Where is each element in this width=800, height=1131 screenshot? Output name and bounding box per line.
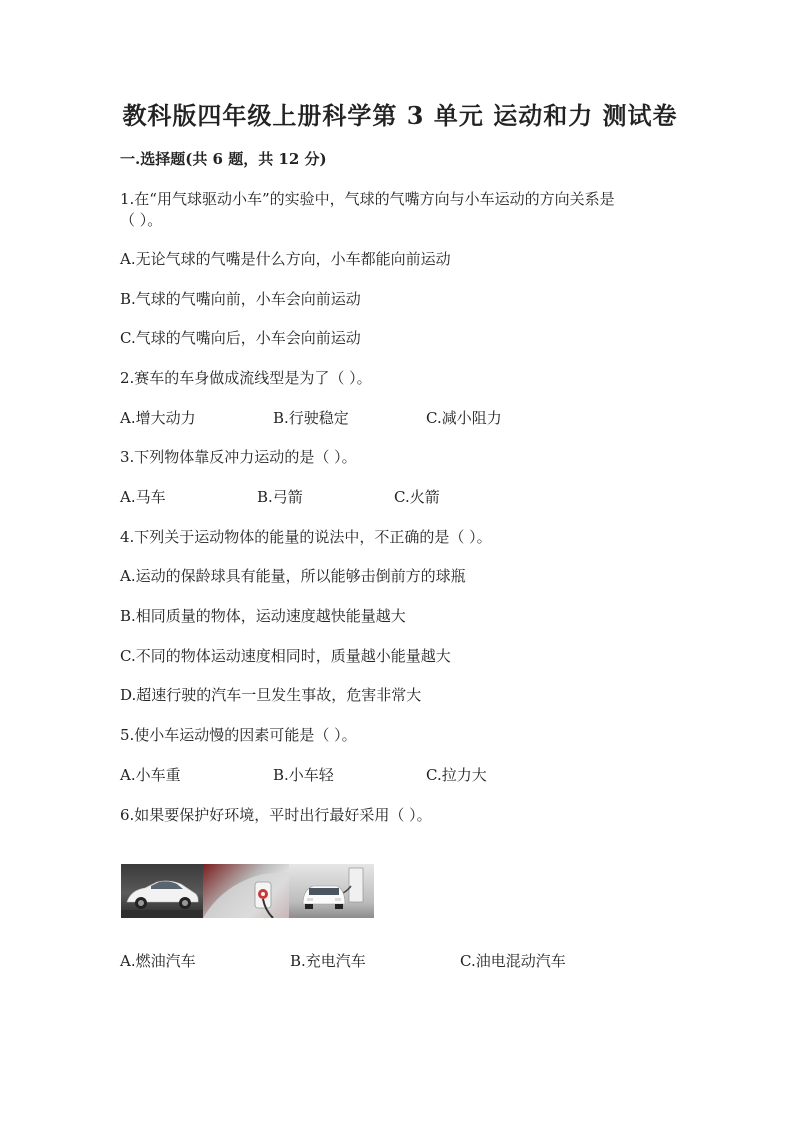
question-1-stem-line-2: （ ）。 [120,211,163,229]
question-2-stem: 2.赛车的车身做成流线型是为了（ ）。 [120,369,372,387]
question-6-option-b: B.充电汽车 [290,952,366,970]
fuel-car-photo [121,864,203,918]
hybrid-car-photo [289,864,374,918]
question-4-option-b: B.相同质量的物体，运动速度越快能量越大 [120,607,406,625]
question-1-option-c: C.气球的气嘴向后，小车会向前运动 [120,329,361,347]
question-1-stem-line-1: 1.在“用气球驱动小车”的实验中，气球的气嘴方向与小车运动的方向关系是 [120,190,615,208]
charging-car-photo [203,864,289,918]
question-4-stem: 4.下列关于运动物体的能量的说法中，不正确的是（ ）。 [120,528,492,546]
question-4-option-d: D.超速行驶的汽车一旦发生事故，危害非常大 [120,686,422,704]
question-3-stem: 3.下列物体靠反冲力运动的是（ ）。 [120,448,357,466]
question-1-option-b: B.气球的气嘴向前，小车会向前运动 [120,290,361,308]
question-5-option-b: B.小车轻 [273,766,334,784]
question-2-option-a: A.增大动力 [120,409,196,427]
question-3-option-c: C.火箭 [394,488,440,506]
question-1-option-a: A.无论气球的气嘴是什么方向，小车都能向前运动 [120,250,451,268]
question-4-option-c: C.不同的物体运动速度相同时，质量越小能量越大 [120,647,451,665]
question-3-option-a: A.马车 [120,488,166,506]
question-5-option-a: A.小车重 [120,766,181,784]
question-2-option-c: C.减小阻力 [426,409,502,427]
question-6-stem: 6.如果要保护好环境，平时出行最好采用（ ）。 [120,806,432,824]
page-title: 教科版四年级上册科学第 3 单元 运动和力 测试卷 [122,101,678,130]
question-4-option-a: A.运动的保龄球具有能量，所以能够击倒前方的球瓶 [120,567,466,585]
question-5-stem: 5.使小车运动慢的因素可能是（ ）。 [120,726,357,744]
car-photo-strip [121,864,374,918]
question-2-option-b: B.行驶稳定 [273,409,349,427]
question-6-option-c: C.油电混动汽车 [460,952,566,970]
question-6-option-a: A.燃油汽车 [120,952,196,970]
question-5-option-c: C.拉力大 [426,766,487,784]
section-heading: 一.选择题(共 6 题，共 12 分) [120,150,327,168]
question-3-option-b: B.弓箭 [257,488,303,506]
